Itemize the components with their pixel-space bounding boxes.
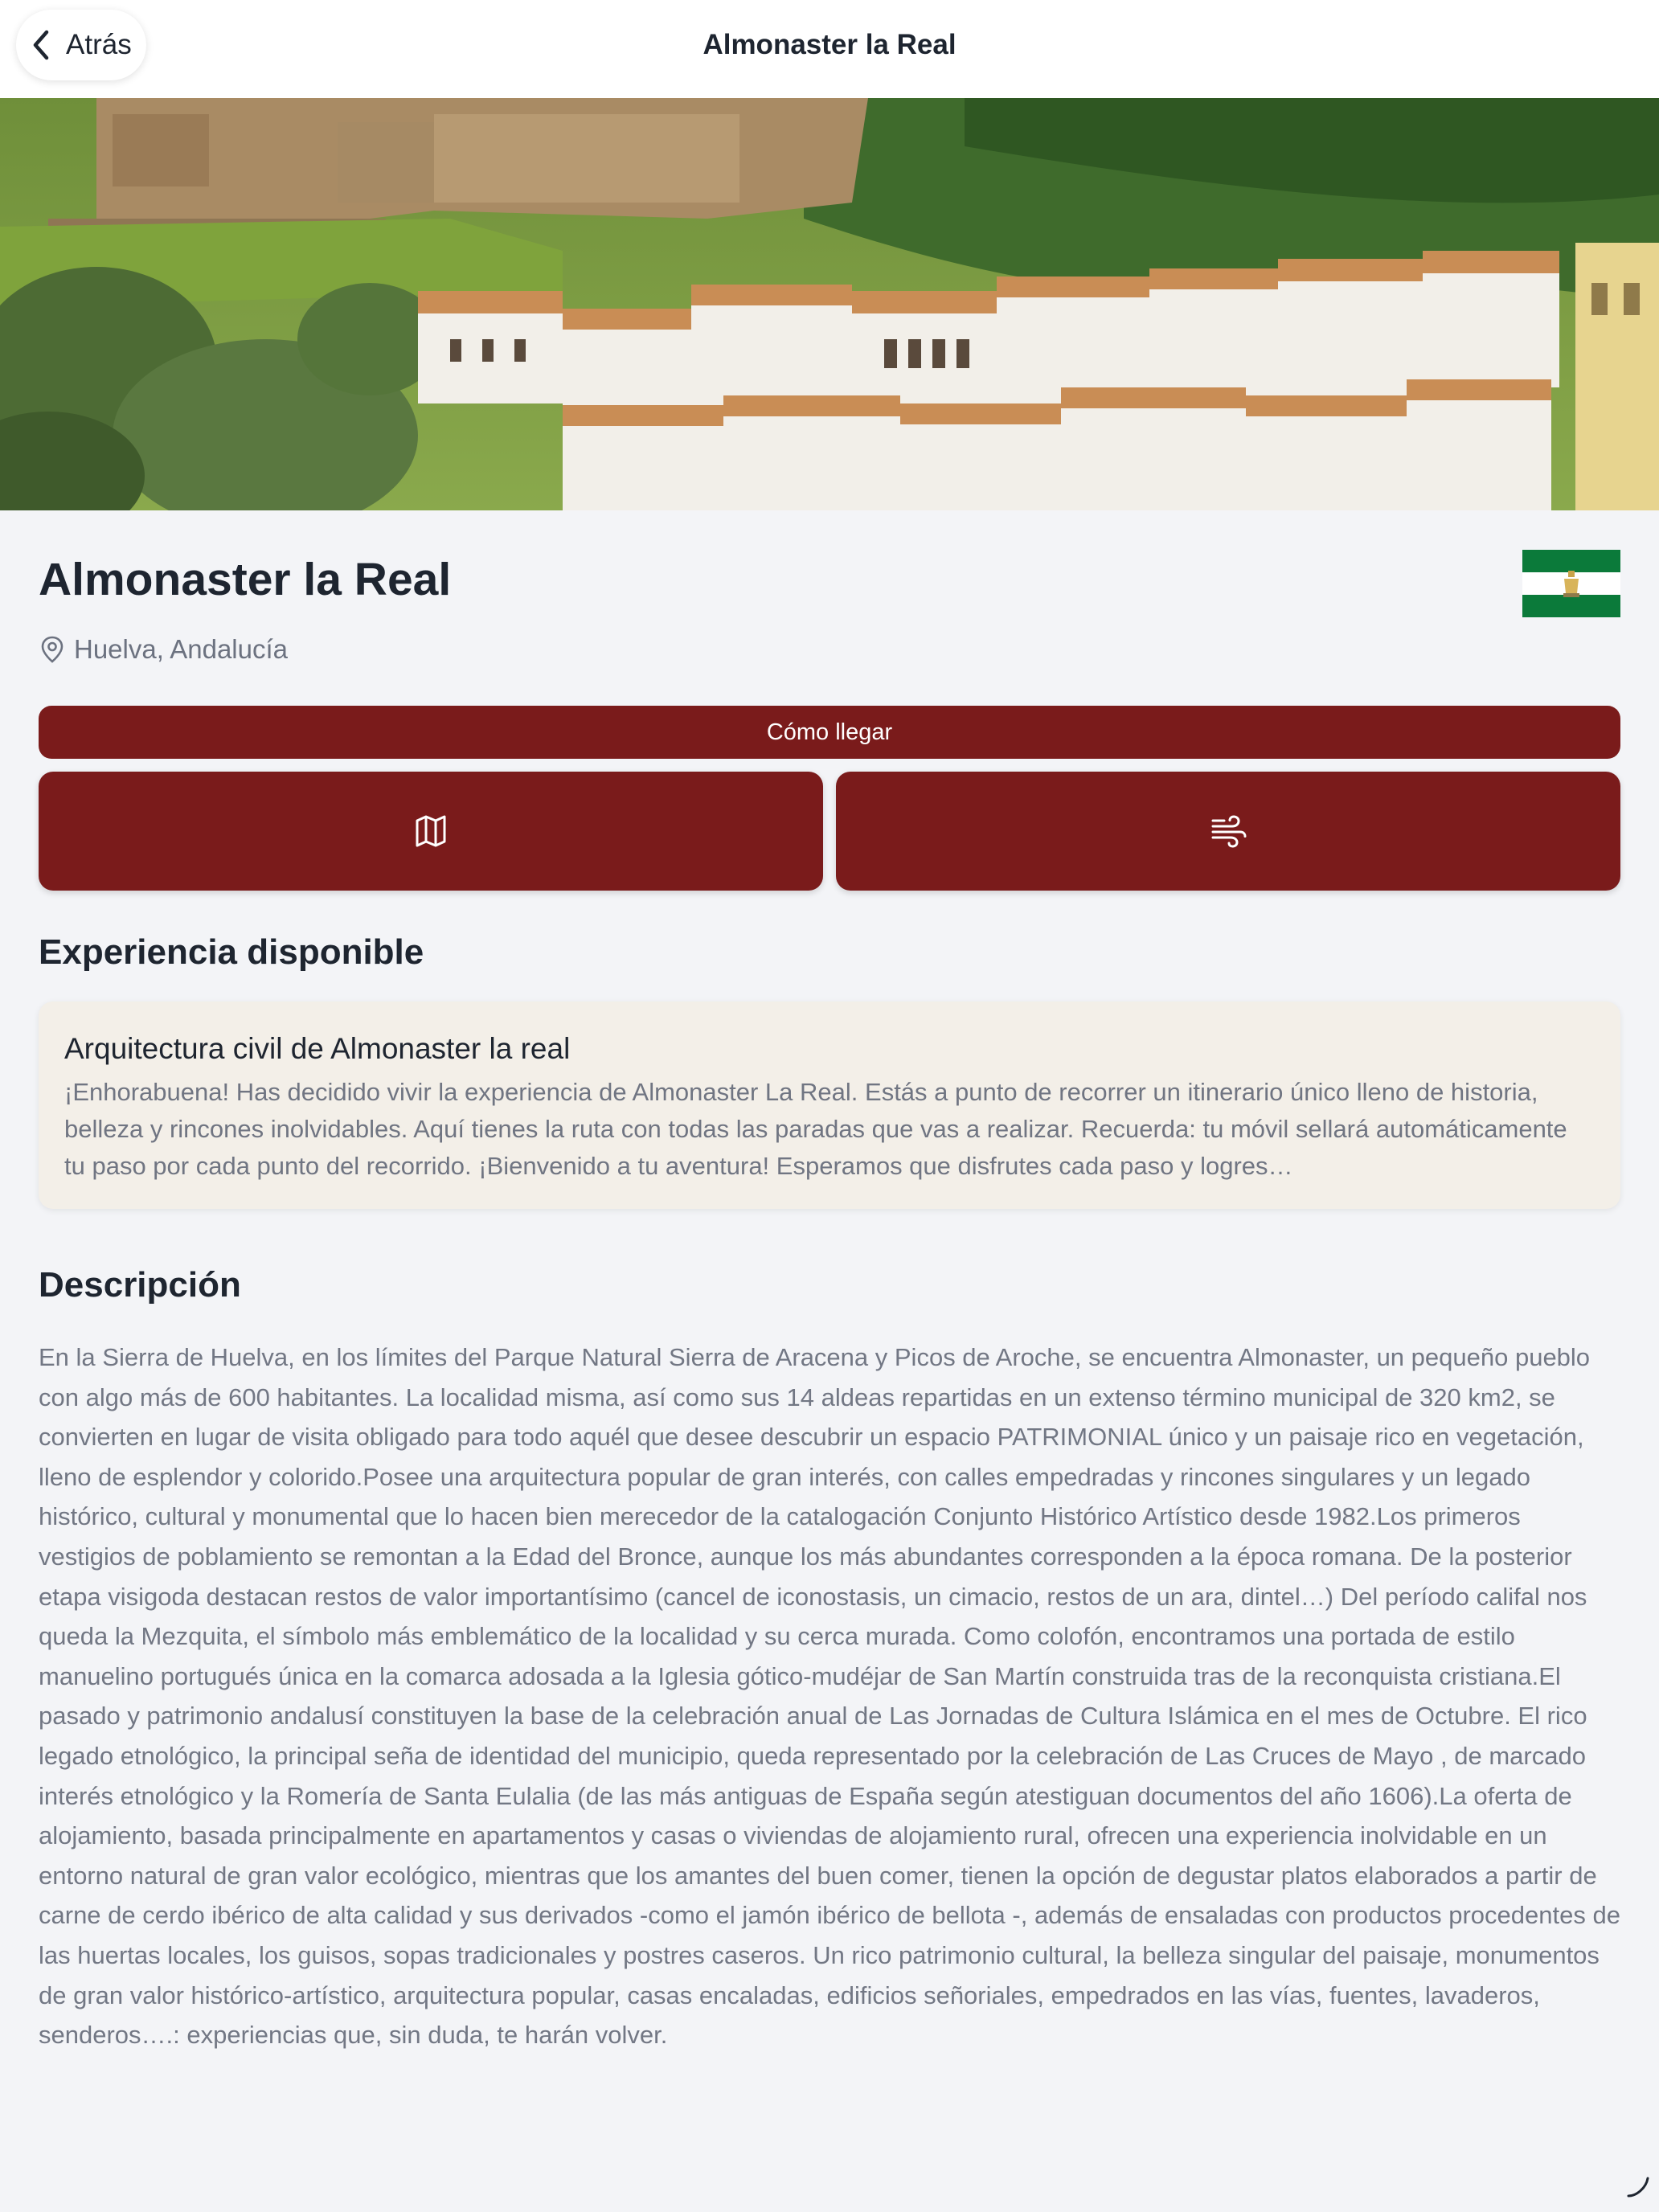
andalusia-flag-icon [1522, 550, 1620, 617]
back-button[interactable] [16, 10, 146, 80]
weather-button[interactable] [836, 772, 1620, 891]
chevron-left-icon [27, 29, 56, 61]
map-icon [412, 813, 449, 850]
hero-image-carousel[interactable] [0, 98, 1659, 510]
wind-icon [1210, 813, 1247, 850]
map-button[interactable] [39, 772, 823, 891]
directions-button[interactable]: Cómo llegar [39, 706, 1620, 759]
experience-card[interactable] [39, 1002, 1620, 1209]
experience-card-title: Arquitectura civil de Almonaster la real [64, 1032, 571, 1065]
navigation-bar [0, 0, 1659, 98]
nav-title: Almonaster la Real [703, 29, 956, 60]
experience-heading: Experiencia disponible [39, 932, 424, 972]
location-pin-icon [39, 635, 66, 664]
back-label: Atrás [66, 29, 132, 60]
description-heading: Descripción [39, 1265, 241, 1305]
location-text: Huelva, Andalucía [74, 634, 289, 664]
place-title: Almonaster la Real [39, 554, 452, 605]
experience-card-text: ¡Enhorabuena! Has decidido vivir la experiencia de Almonaster La Real. Estás a punto de recorrer un itinerario único lleno de historia, belleza y rincones inolvidables. Aquí tienes la ruta con todas las paradas que vas a realizar. Recuerda: tu móvil sellará automáticamente tu paso por cada punto del recorrido. ¡Bienvenido a tu aventura! Esperamos que disfrutes cada paso y logres… [64, 1078, 1567, 1180]
hero-image [0, 98, 1659, 510]
description-text: En la Sierra de Huelva, en los límites del Parque Natural Sierra de Aracena y Picos de Aroche, se encuentra Almonaster, un pequeño pueblo con algo más de 600 habitantes. La localidad misma, así como sus 14 aldeas repartidas en un extenso término municipal de 320 km2, se convierten en lugar de visita obligado para todo aquél que desee descubrir un espacio PATRIMONIAL único y un paisaje rico en vegetación, lleno de esplendor y colorido.Posee una arquitectura popular de gran interés, con calles empedradas y rincones singulares y un legado histórico, cultural y monumental que lo hacen bien merecedor de la catalogación Conjunto Histórico Artístico desde 1982.Los primeros vestigios de poblamiento se remontan a la Edad del Bronce, aunque los más abundantes corresponden a la época romana. De la posterior etapa visigoda destacan restos de valor importantísimo (cancel de iconostasis, un cimacio, restos de un ara, dintel…) Del período califal nos queda la Mezquita, el símbolo más emblemático de la localidad y su cerca murada. Como colofón, encontramos una portada de estilo manuelino portugués única en la comarca adosada a la Iglesia gótico-mudéjar de San Martín construida tras de la reconquista cristiana.El pasado y patrimonio andalusí constituyen la base de la celebración anual de Las Jornadas de Cultura Islámica en el mes de Octubre. El rico legado etnológico, la principal seña de identidad del municipio, queda representado por la celebración de Las Cruces de Mayo , de marcado interés etnológico y la Romería de Santa Eulalia (de las más antiguas de España según atestiguan documentos del año 1606).La oferta de alojamiento, basada principalmente en apartamentos y casas o viviendas de alojamiento rural, ofrecen una experiencia inolvidable en un entorno natural de gran valor ecológico, mientras que los amantes del buen comer, tienen la opción de degustar platos elaborados a partir de carne de cerdo ibérico de alta calidad y sus derivados -como el jamón ibérico de bellota -, además de ensaladas con productos procedentes de las huertas locales, los guisos, sopas tradicionales y postres caseros. Un rico patrimonio cultural, la belleza singular del paisaje, monumentos de gran valor histórico-artístico, arquitectura popular, casas encaladas, edificios señoriales, empedrados en las vías, fuentes, lavaderos, senderos….: experiencias que, sin duda, te harán volver. [39, 1343, 1620, 2050]
resize-handle-icon [1625, 2173, 1651, 2199]
location-row [39, 632, 288, 667]
